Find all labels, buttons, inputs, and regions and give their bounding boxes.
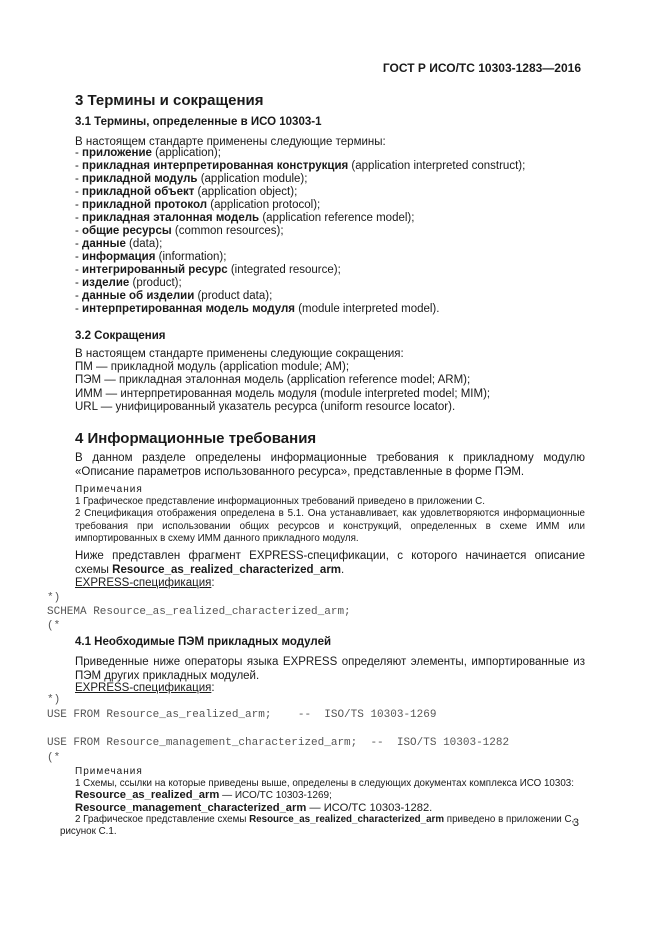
term-en: (application object);	[194, 186, 298, 198]
schema-name: Resource_as_realized_characterized_arm	[112, 563, 342, 576]
subsection-3-1-title: 3.1 Термины, определенные в ИСО 10303-1	[75, 116, 322, 128]
note-4-text-a: 2 Графическое представление схемы	[75, 814, 250, 825]
abbreviations-list	[75, 361, 490, 414]
note-4-text-c: приведено в приложении С,	[444, 814, 575, 825]
express-label-colon: :	[211, 577, 215, 589]
list-bullet: -	[75, 212, 83, 224]
note-4-schema: Resource_as_realized_characterized_arm	[249, 814, 445, 825]
term-ru: прикладная интерпретированная конструкция	[82, 160, 349, 172]
list-bullet: -	[75, 264, 83, 276]
list-bullet: -	[75, 173, 83, 185]
terms-intro: В настоящем стандарте применены следующие термины:	[75, 136, 386, 148]
term-en: (common resources);	[171, 225, 284, 237]
code-line	[47, 722, 509, 736]
note-1: 1 Графическое представление информационных требований приведено в приложении С.	[75, 496, 485, 507]
note-2: 2 Спецификация отображения определена в 5.1. Она устанавливает, как удовлетворяются информационные требования при использовании общих ресурсов и конструкций, определенных в схеме ИММ или импортированных в схему ИММ данного прикладного модуля.	[75, 508, 585, 544]
section-3-title: 3 Термины и сокращения	[75, 92, 264, 109]
term-item	[75, 290, 525, 303]
note-3-ref-b	[75, 802, 432, 814]
section-4-intro	[75, 452, 585, 479]
note-3: 1 Схемы, ссылки на которые приведены выше, определены в следующих документах комплекса ИСО 10303:	[75, 778, 574, 789]
term-item	[75, 186, 525, 199]
term-ru: интегрированный ресурс	[82, 264, 228, 276]
term-en: (module interpreted model).	[295, 303, 440, 315]
term-item	[75, 277, 525, 290]
term-ru: данные	[82, 238, 126, 250]
code-line: (*	[47, 620, 61, 632]
express-label-text: EXPRESS-спецификация	[75, 577, 212, 589]
code-line: *)	[47, 694, 61, 706]
note-3-ref-a-name: Resource_as_realized_arm	[75, 789, 220, 801]
term-item	[75, 212, 525, 225]
term-en: (integrated resource);	[227, 264, 341, 276]
list-bullet: -	[75, 199, 83, 211]
note-3-ref-a-doc: — ИСО/ТС 10303-1269;	[219, 790, 332, 801]
term-en: (product);	[129, 277, 182, 289]
term-item	[75, 199, 525, 212]
term-en: (application protocol);	[207, 199, 321, 211]
term-item	[75, 303, 525, 316]
code-line: *)	[47, 592, 61, 604]
code-block-schema	[47, 591, 351, 633]
term-item	[75, 225, 525, 238]
code-block-use-from	[47, 693, 509, 765]
term-item	[75, 173, 525, 186]
code-line: SCHEMA Resource_as_realized_characterized_arm;	[47, 606, 351, 618]
notes-title: Примечания	[75, 484, 143, 495]
list-bullet: -	[75, 186, 83, 198]
term-ru: общие ресурсы	[82, 225, 172, 237]
note-3-ref-a	[75, 789, 332, 801]
terms-list	[75, 147, 525, 316]
term-ru: прикладной модуль	[82, 173, 198, 185]
term-en: (product data);	[194, 290, 273, 302]
term-ru: прикладной протокол	[82, 199, 208, 211]
abbreviation-item: URL — унифицированный указатель ресурса (uniform resource locator).	[75, 400, 456, 413]
abbr-intro: В настоящем стандарте применены следующие сокращения:	[75, 348, 404, 360]
section-4-title: 4 Информационные требования	[75, 430, 317, 447]
section-4-1-intro: Приведенные ниже операторы языка EXPRESS определяют элементы, импортированные из ПЭМ других прикладных модулей.	[75, 656, 585, 682]
list-bullet: -	[75, 251, 83, 263]
list-bullet: -	[75, 147, 83, 159]
term-en: (application interpreted construct);	[348, 160, 526, 172]
list-bullet: -	[75, 303, 83, 315]
code-line: USE FROM Resource_as_realized_arm; -- ISO/TS 10303-1269	[47, 708, 437, 721]
section-4-intro-text: В данном разделе определены информационные требования к прикладному модулю «Описание параметров использованного ресурса», представленные в форме ПЭМ.	[75, 452, 585, 478]
term-ru: информация	[82, 251, 156, 263]
subsection-4-1-title: 4.1 Необходимые ПЭМ прикладных модулей	[75, 636, 332, 648]
term-en: (data);	[125, 238, 163, 250]
term-item	[75, 251, 525, 264]
note-4	[75, 814, 585, 827]
notes-2-title: Примечания	[75, 766, 143, 777]
term-ru: интерпретированная модель модуля	[82, 303, 295, 315]
list-bullet: -	[75, 238, 83, 250]
term-item	[75, 160, 525, 173]
abbreviation-item: ИММ — интерпретированная модель модуля (module interpreted model; MIM);	[75, 387, 491, 400]
express-label-colon: :	[211, 682, 215, 694]
code-line: (*	[47, 751, 61, 764]
term-ru: прикладная эталонная модель	[82, 212, 260, 224]
list-bullet: -	[75, 290, 83, 302]
term-en: (information);	[155, 251, 227, 263]
subsection-3-2-title: 3.2 Сокращения	[75, 330, 166, 342]
term-en: (application reference model);	[259, 212, 415, 224]
note-3-ref-b-name: Resource_management_characterized_arm	[75, 802, 307, 814]
term-ru: приложение	[82, 147, 152, 159]
abbreviation-item: ПМ — прикладной модуль (application module; AM);	[75, 361, 350, 373]
term-en: (application module);	[197, 173, 308, 185]
note-3-ref-b-doc: — ИСО/ТС 10303-1282.	[306, 802, 433, 814]
note-4-figure: рисунок С.1.	[60, 826, 117, 837]
express-label-text: EXPRESS-спецификация	[75, 682, 212, 694]
term-ru: изделие	[82, 277, 130, 289]
term-item	[75, 238, 525, 251]
term-item	[75, 147, 525, 160]
term-ru: данные об изделии	[82, 290, 195, 302]
term-item	[75, 264, 525, 277]
list-bullet: -	[75, 225, 83, 237]
express-intro	[75, 550, 585, 577]
abbreviation-item: ПЭМ — прикладная эталонная модель (application reference model; ARM);	[75, 374, 471, 387]
code-line: USE FROM Resource_management_characterized_arm; -- ISO/TS 10303-1282	[47, 737, 510, 749]
express-intro-text: Ниже представлен фрагмент EXPRESS-спецификации, с которого начинается описание схемы	[75, 550, 585, 576]
document-header: ГОСТ Р ИСО/ТС 10303-1283—2016	[382, 61, 581, 75]
list-bullet: -	[75, 277, 83, 289]
term-en: (application);	[151, 147, 221, 159]
list-bullet: -	[75, 160, 83, 172]
express-label-1	[75, 577, 215, 589]
term-ru: прикладной объект	[82, 186, 195, 198]
express-intro-period: .	[341, 563, 345, 576]
page-number: 3	[572, 817, 579, 829]
